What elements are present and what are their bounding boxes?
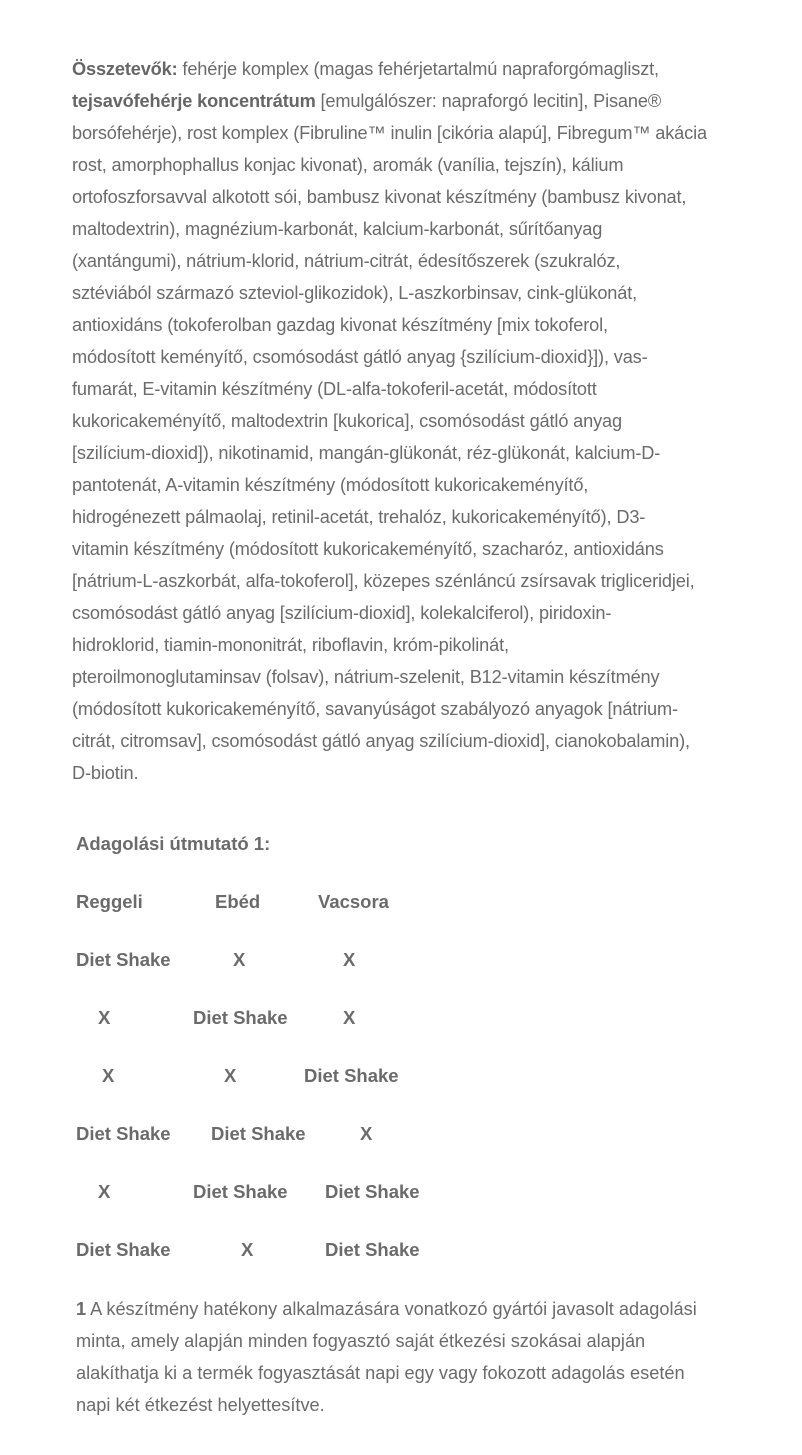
ingredients-line: kukoricakeményítő, maltodextrin [kukorica], csomósodást gátló anyag [72,411,622,431]
dosage-cell: Diet Shake [76,1123,171,1144]
dosage-cell: X [98,1007,111,1028]
dosage-cell: X [343,949,356,970]
ingredients-line: hidroklorid, tiamin-mononitrát, riboflavin, króm-pikolinát, [72,635,509,655]
ingredients-line: [nátrium-L-aszkorbát, alfa-tokoferol], közepes szénláncú zsírsavak trigliceridjei, [72,571,695,591]
footnote-line [76,1293,776,1325]
footnote-paragraph [76,1293,776,1421]
dosage-cell: X [241,1239,254,1260]
footnote-line: alakíthatja ki a termék fogyasztását napi egy vagy fokozott adagolás esetén [76,1363,685,1383]
ingredients-label: Összetevők: [72,59,178,79]
dosage-column-header-lunch: Ebéd [215,891,261,912]
dosage-column-header-breakfast: Reggeli [76,891,143,912]
ingredients-line: D-biotin. [72,763,139,783]
dosage-cell: Diet Shake [76,949,171,970]
ingredients-line [72,53,772,85]
ingredients-line: hidrogénezett pálmaolaj, retinil-acetát, trehalóz, kukoricakeményítő), D3- [72,507,646,527]
ingredients-line: [szilícium-dioxid]), nikotinamid, mangán-glükonát, réz-glükonát, kalcium-D- [72,443,661,463]
ingredients-line: borsófehérje), rost komplex (Fibruline™ inulin [cikória alapú], Fibregum™ akácia [72,123,707,143]
ingredients-line: csomósodást gátló anyag [szilícium-dioxid], kolekalciferol), piridoxin- [72,603,612,623]
ingredients-line: sztéviából származó szteviol-glikozidok), L-aszkorbinsav, cink-glükonát, [72,283,638,303]
dosage-cell: Diet Shake [304,1065,399,1086]
ingredients-line: pteroilmonoglutaminsav (folsav), nátrium-szelenit, B12-vitamin készítmény [72,667,660,687]
ingredients-line: citrát, citromsav], csomósodást gátló anyag szilícium-dioxid], cianokobalamin), [72,731,690,751]
dosage-cell: X [98,1181,111,1202]
dosage-cell: X [224,1065,237,1086]
ingredients-line: fumarát, E-vitamin készítmény (DL-alfa-tokoferil-acetát, módosított [72,379,597,399]
ingredients-line: (módosított kukoricakeményítő, savanyúságot szabályozó anyagok [nátrium- [72,699,678,719]
dosage-heading: Adagolási útmutató 1: [76,833,271,854]
ingredients-line [72,85,772,117]
dosage-cell: Diet Shake [76,1239,171,1260]
dosage-cell: X [102,1065,115,1086]
ingredients-text: fehérje komplex (magas fehérjetartalmú napraforgómagliszt, [177,59,659,79]
ingredients-highlight: tejsavófehérje koncentrátum [72,91,316,111]
ingredients-text: [emulgálószer: napraforgó lecitin], Pisane® [315,91,662,111]
footnote-line: minta, amely alapján minden fogyasztó saját étkezési szokásai alapján [76,1331,646,1351]
ingredients-paragraph [72,53,772,789]
dosage-cell: Diet Shake [193,1007,288,1028]
ingredients-line: ortofoszforsavval alkotott sói, bambusz kivonat készítmény (bambusz kivonat, [72,187,687,207]
ingredients-line: (xantángumi), nátrium-klorid, nátrium-citrát, édesítőszerek (szukralóz, [72,251,621,271]
ingredients-line: módosított keményítő, csomósodást gátló anyag {szilícium-dioxid}]), vas- [72,347,648,367]
dosage-cell: Diet Shake [325,1239,420,1260]
ingredients-line: rost, amorphophallus konjac kivonat), aromák (vanília, tejszín), kálium [72,155,624,175]
dosage-cell: X [233,949,246,970]
ingredients-line: antioxidáns (tokoferolban gazdag kivonat készítmény [mix tokoferol, [72,315,608,335]
footnote-marker: 1 [76,1299,87,1319]
dosage-cell: Diet Shake [211,1123,306,1144]
dosage-cell: Diet Shake [325,1181,420,1202]
ingredients-line: maltodextrin), magnézium-karbonát, kalcium-karbonát, sűrítőanyag [72,219,603,239]
ingredients-line: pantotenát, A-vitamin készítmény (módosított kukoricakeményítő, [72,475,589,495]
dosage-column-header-dinner: Vacsora [318,891,389,912]
dosage-cell: X [343,1007,356,1028]
dosage-cell: X [360,1123,373,1144]
footnote-text: A készítmény hatékony alkalmazására vonatkozó gyártói javasolt adagolási [86,1299,697,1319]
ingredients-line: vitamin készítmény (módosított kukoricakeményítő, szacharóz, antioxidáns [72,539,664,559]
dosage-cell: Diet Shake [193,1181,288,1202]
footnote-line: napi két étkezést helyettesítve. [76,1395,325,1415]
